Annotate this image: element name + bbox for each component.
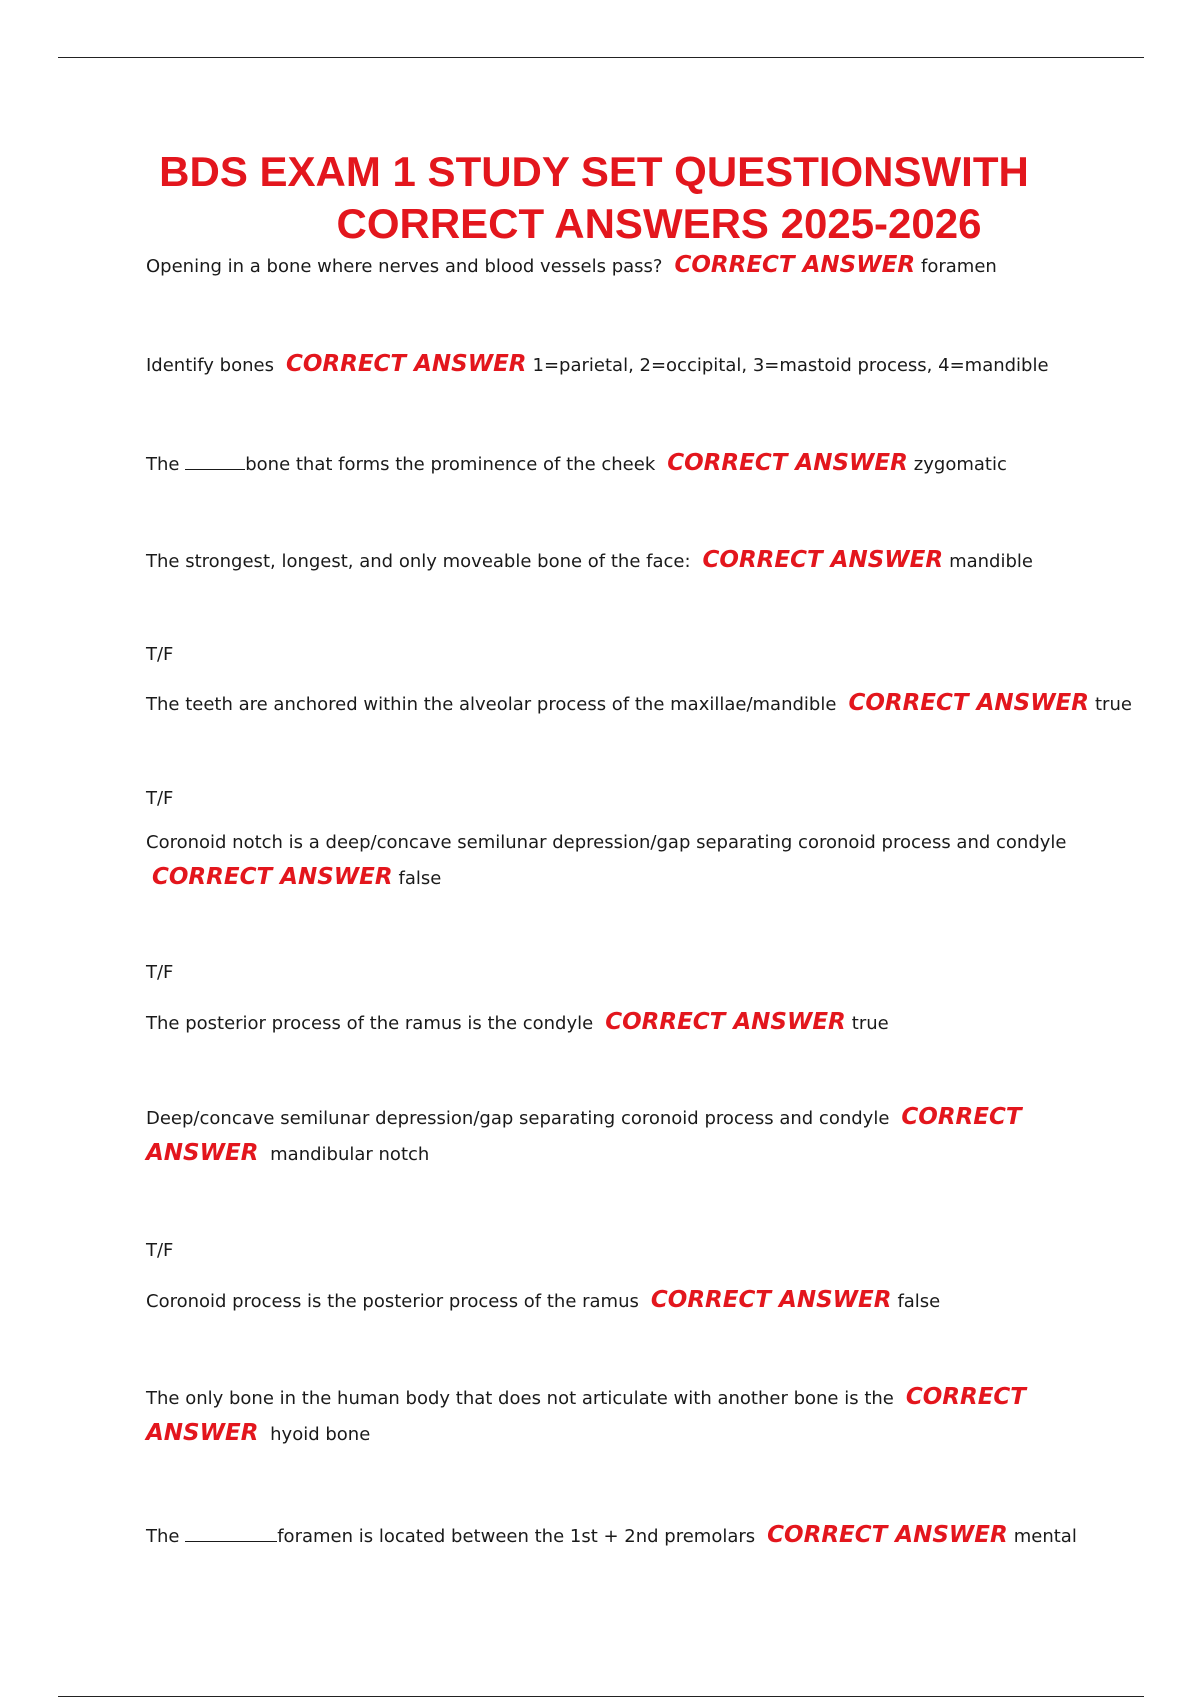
answer-text: zygomatic bbox=[913, 454, 1007, 475]
correct-answer-label: CORRECT ANSWER bbox=[285, 351, 527, 377]
question-item bbox=[146, 543, 1136, 579]
title-line-1: BDS EXAM 1 STUDY SET QUESTIONSWITH bbox=[159, 148, 1029, 195]
answer-text: hyoid bone bbox=[270, 1424, 371, 1445]
answer-text: false bbox=[897, 1291, 941, 1312]
question-text-prefix: The bbox=[146, 454, 180, 475]
answer-text: false bbox=[398, 868, 442, 889]
question-item bbox=[146, 446, 1136, 482]
question-item bbox=[146, 1518, 1136, 1554]
title-line-2: CORRECT ANSWERS 2025-2026 bbox=[336, 200, 982, 247]
question-text-suffix: foramen is located between the 1st + 2nd premolars bbox=[277, 1526, 756, 1547]
question-item bbox=[146, 1380, 1136, 1452]
tf-label: T/F bbox=[146, 644, 174, 665]
correct-answer-label: CORRECT ANSWER bbox=[674, 252, 916, 278]
question-text-prefix: The bbox=[146, 1526, 180, 1547]
question-item bbox=[146, 248, 1136, 284]
answer-text: 1=parietal, 2=occipital, 3=mastoid process, 4=mandible bbox=[532, 355, 1049, 376]
tf-label: T/F bbox=[146, 788, 174, 809]
correct-answer-label: CORRECT ANSWER bbox=[848, 690, 1089, 716]
fill-in-blank bbox=[185, 1525, 277, 1542]
correct-answer-label-part2: ANSWER bbox=[146, 1420, 259, 1446]
correct-answer-label-part1: CORRECT bbox=[905, 1384, 1026, 1410]
correct-answer-label: CORRECT ANSWER bbox=[605, 1009, 846, 1035]
answer-text: true bbox=[851, 1013, 889, 1034]
question-item bbox=[146, 1283, 1136, 1319]
question-item bbox=[146, 1100, 1136, 1172]
question-text: The only bone in the human body that does not articulate with another bone is the bbox=[146, 1388, 894, 1409]
tf-label: T/F bbox=[146, 1240, 174, 1261]
bottom-rule bbox=[58, 1696, 1144, 1697]
answer-text: foramen bbox=[921, 256, 997, 277]
fill-in-blank bbox=[185, 453, 245, 470]
answer-text: true bbox=[1094, 694, 1132, 715]
correct-answer-label-part1: CORRECT bbox=[901, 1104, 1022, 1130]
answer-text: mandibular notch bbox=[270, 1144, 430, 1165]
correct-answer-label: CORRECT ANSWER bbox=[667, 450, 908, 476]
answer-text: mandible bbox=[949, 551, 1033, 572]
question-text: The strongest, longest, and only moveable bone of the face: bbox=[146, 551, 691, 572]
question-text: The teeth are anchored within the alveolar process of the maxillae/mandible bbox=[146, 694, 837, 715]
correct-answer-label: CORRECT ANSWER bbox=[650, 1287, 892, 1313]
question-text: Coronoid process is the posterior process of the ramus bbox=[146, 1291, 639, 1312]
question-item bbox=[146, 826, 1136, 896]
question-text-suffix: bone that forms the prominence of the cheek bbox=[245, 454, 656, 475]
question-text: Identify bones bbox=[146, 355, 274, 376]
question-text: Opening in a bone where nerves and blood vessels pass? bbox=[146, 256, 663, 277]
answer-text: mental bbox=[1013, 1526, 1077, 1547]
correct-answer-label-part2: ANSWER bbox=[146, 1140, 259, 1166]
question-text: Deep/concave semilunar depression/gap separating coronoid process and condyle bbox=[146, 1108, 890, 1129]
top-rule bbox=[58, 57, 1144, 58]
page-title bbox=[0, 146, 1200, 250]
question-text: Coronoid notch is a deep/concave semilunar depression/gap separating coronoid process and condyle bbox=[146, 832, 1067, 853]
correct-answer-label: CORRECT ANSWER bbox=[767, 1522, 1008, 1548]
correct-answer-label: CORRECT ANSWER bbox=[702, 547, 944, 573]
question-item bbox=[146, 347, 1136, 383]
correct-answer-label: CORRECT ANSWER bbox=[152, 864, 393, 890]
tf-label: T/F bbox=[146, 962, 174, 983]
question-item bbox=[146, 686, 1136, 722]
question-item bbox=[146, 1005, 1136, 1041]
question-text: The posterior process of the ramus is the condyle bbox=[146, 1013, 594, 1034]
